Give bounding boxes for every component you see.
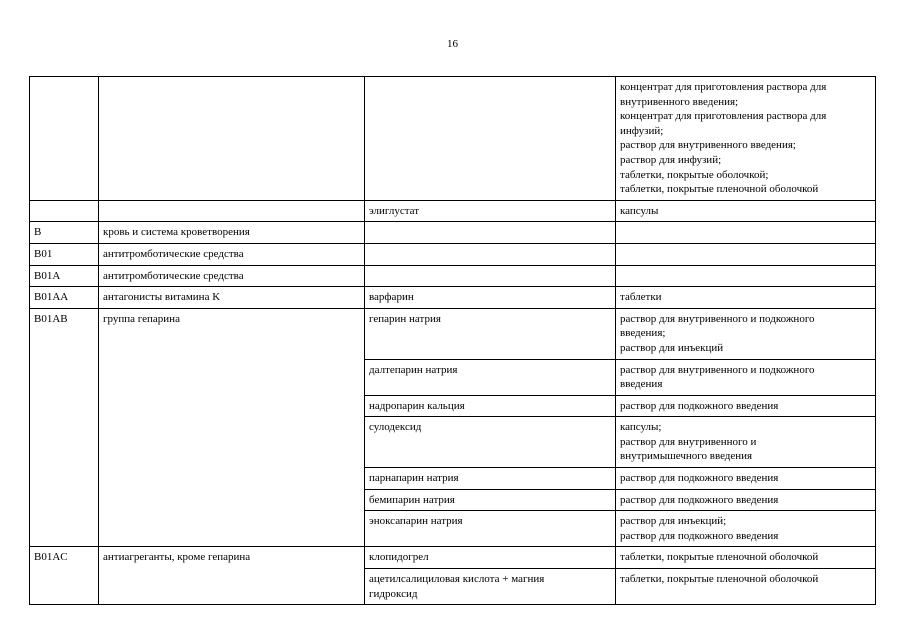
atc-group-cell <box>99 77 365 201</box>
table-row <box>30 222 876 244</box>
dosage-form-cell <box>616 417 876 468</box>
dosage-form-cell <box>616 468 876 490</box>
inn-cell: бемипарин натрия <box>365 489 616 511</box>
inn-cell: элиглустат <box>365 200 616 222</box>
dosage-form-cell <box>616 308 876 359</box>
atc-code-cell: B01 <box>30 243 99 265</box>
atc-group-cell: группа гепарина <box>99 308 365 547</box>
dosage-form-line: внутривенного введения; <box>620 95 739 108</box>
table-row <box>30 200 876 222</box>
dosage-form-line: капсулы <box>620 204 659 217</box>
table-row <box>30 243 876 265</box>
dosage-form-line: раствор для внутривенного и подкожного <box>620 363 815 376</box>
table-row <box>30 287 876 309</box>
inn-cell: эноксапарин натрия <box>365 511 616 547</box>
atc-group-cell: антитромботические средства <box>99 265 365 287</box>
inn-cell <box>365 77 616 201</box>
atc-code-cell <box>30 200 99 222</box>
dosage-form-cell <box>616 265 876 287</box>
dosage-form-line: таблетки, покрытые пленочной оболочкой <box>620 573 819 586</box>
atc-code-cell: B01AB <box>30 308 99 547</box>
inn-cell: парнапарин натрия <box>365 468 616 490</box>
dosage-form-cell <box>616 395 876 417</box>
page-number: 16 <box>447 38 458 50</box>
dosage-form-line: раствор для внутривенного и подкожного <box>620 312 815 325</box>
inn-cell: надропарин кальция <box>365 395 616 417</box>
table-row <box>30 77 876 201</box>
table-row <box>30 547 876 569</box>
dosage-form-line: таблетки, покрытые пленочной оболочкой <box>620 183 819 196</box>
inn-cell: далтепарин натрия <box>365 359 616 395</box>
dosage-form-line: раствор для подкожного введения <box>620 529 779 542</box>
inn-cell <box>365 243 616 265</box>
inn-cell <box>365 265 616 287</box>
atc-code-cell: B01AA <box>30 287 99 309</box>
atc-code-cell <box>30 77 99 201</box>
inn-cell <box>365 222 616 244</box>
table-row <box>30 308 876 359</box>
dosage-form-line: раствор для подкожного введения <box>620 493 779 506</box>
atc-code-cell: B01A <box>30 265 99 287</box>
inn-cell: клопидогрел <box>365 547 616 569</box>
dosage-form-cell <box>616 243 876 265</box>
dosage-form-line: раствор для подкожного введения <box>620 399 779 412</box>
dosage-form-line: раствор для внутривенного и <box>620 435 757 448</box>
dosage-form-cell <box>616 547 876 569</box>
dosage-form-line: раствор для инъекций; <box>620 515 727 528</box>
dosage-form-line: таблетки, покрытые пленочной оболочкой <box>620 551 819 564</box>
dosage-form-cell <box>616 287 876 309</box>
atc-group-cell: кровь и система кроветворения <box>99 222 365 244</box>
dosage-form-line: концентрат для приготовления раствора для <box>620 81 827 93</box>
dosage-form-cell <box>616 359 876 395</box>
inn-cell: сулодексид <box>365 417 616 468</box>
inn-line: ацетилсалициловая кислота + магния <box>369 573 545 586</box>
dosage-form-cell <box>616 77 876 201</box>
inn-cell <box>365 569 616 605</box>
atc-group-cell: антитромботические средства <box>99 243 365 265</box>
dosage-form-line: раствор для инъекций <box>620 341 724 354</box>
atc-code-cell: B01AC <box>30 547 99 605</box>
dosage-form-line: внутримышечного введения <box>620 450 753 463</box>
dosage-form-line: введения <box>620 378 663 391</box>
atc-group-cell: антагонисты витамина K <box>99 287 365 309</box>
table-row <box>30 265 876 287</box>
dosage-form-cell <box>616 569 876 605</box>
dosage-form-line: капсулы; <box>620 421 662 434</box>
inn-cell: гепарин натрия <box>365 308 616 359</box>
inn-line: гидроксид <box>369 587 418 600</box>
atc-group-cell <box>99 200 365 222</box>
dosage-form-line: раствор для инфузий; <box>620 153 722 166</box>
dosage-form-cell <box>616 489 876 511</box>
atc-group-cell: антиагреганты, кроме гепарина <box>99 547 365 605</box>
dosage-form-cell <box>616 222 876 244</box>
dosage-form-line: раствор для внутривенного введения; <box>620 139 796 152</box>
dosage-form-cell <box>616 511 876 547</box>
dosage-form-cell <box>616 200 876 222</box>
dosage-form-line: введения; <box>620 327 666 340</box>
dosage-form-line: таблетки <box>620 291 662 304</box>
dosage-form-line: таблетки, покрытые оболочкой; <box>620 168 769 181</box>
dosage-form-line: концентрат для приготовления раствора для <box>620 110 827 123</box>
dosage-form-line: инфузий; <box>620 124 664 137</box>
inn-cell: варфарин <box>365 287 616 309</box>
atc-code-cell: B <box>30 222 99 244</box>
drug-table <box>29 76 876 605</box>
dosage-form-line: раствор для подкожного введения <box>620 472 779 485</box>
